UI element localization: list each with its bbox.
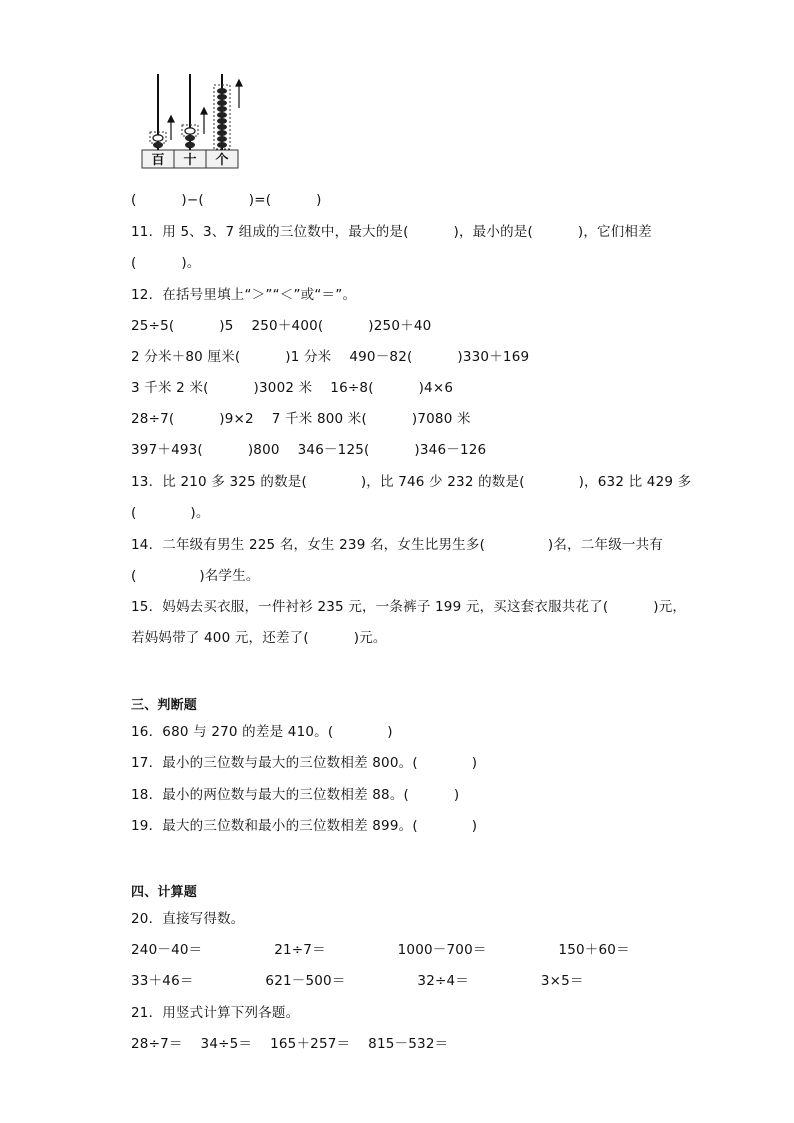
question-14: 14．二年级有男生 225 名，女生 239 名，女生比男生多( )名，二年级一共有 xyxy=(131,537,663,553)
question-11-cont: ( )。 xyxy=(131,255,201,271)
calc-row-2: 33＋46＝ 621－500＝ 32÷4＝ 3×5＝ xyxy=(131,973,584,989)
abacus-beads-hundreds xyxy=(150,132,166,148)
abacus-beads-ones xyxy=(214,85,230,149)
section-heading-calculation: 四、计算题 xyxy=(131,885,198,900)
question-13-cont: ( )。 xyxy=(131,505,210,521)
answer-blank-line: ( )−( )=( ) xyxy=(131,192,322,208)
abacus-label-ones: 个 xyxy=(215,153,229,168)
question-17: 17．最小的三位数与最大的三位数相差 800。( ) xyxy=(131,755,478,771)
question-15-cont: 若妈妈带了 400 元，还差了( )元。 xyxy=(131,630,387,646)
question-18: 18．最小的两位数与最大的三位数相差 88。( ) xyxy=(131,787,460,803)
compare-row-2: 2 分米＋80 厘米( )1 分米 490－82( )330＋169 xyxy=(131,349,530,365)
vertical-calc-row: 28÷7＝ 34÷5＝ 165＋257＝ 815－532＝ xyxy=(131,1036,449,1052)
question-11: 11．用 5、3、7 组成的三位数中，最大的是( )，最小的是( )，它们相差 xyxy=(131,224,652,240)
question-12: 12．在括号里填上“＞”“＜”或“＝”。 xyxy=(131,287,357,303)
section-heading-judgement: 三、判断题 xyxy=(131,698,198,713)
compare-row-1: 25÷5( )5 250＋400( )250＋40 xyxy=(131,318,432,334)
abacus-figure xyxy=(140,72,245,172)
question-21: 21．用竖式计算下列各题。 xyxy=(131,1005,300,1021)
abacus-label-hundreds: 百 xyxy=(151,153,165,168)
question-19: 19．最大的三位数和最小的三位数相差 899。( ) xyxy=(131,818,478,834)
arrow-up-icon xyxy=(168,80,242,140)
question-13: 13．比 210 多 325 的数是( )，比 746 少 232 的数是( )，632 比 429 多 xyxy=(131,474,692,490)
calc-row-1: 240－40＝ 21÷7＝ 1000－700＝ 150＋60＝ xyxy=(131,942,630,958)
abacus-beads-tens xyxy=(182,125,198,148)
question-15: 15．妈妈去买衣服，一件衬衫 235 元，一条裤子 199 元，买这套衣服共花了( )元， xyxy=(131,599,687,615)
compare-row-5: 397＋493( )800 346－125( )346－126 xyxy=(131,442,487,458)
abacus-label-tens: 十 xyxy=(183,153,197,168)
question-20: 20．直接写得数。 xyxy=(131,911,245,927)
compare-row-4: 28÷7( )9×2 7 千米 800 米( )7080 米 xyxy=(131,411,471,427)
question-16: 16．680 与 270 的差是 410。( ) xyxy=(131,724,393,740)
compare-row-3: 3 千米 2 米( )3002 米 16÷8( )4×6 xyxy=(131,380,454,396)
question-14-cont: ( )名学生。 xyxy=(131,568,260,584)
